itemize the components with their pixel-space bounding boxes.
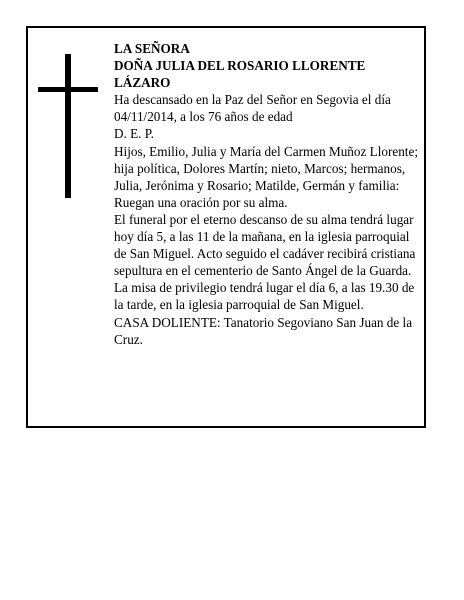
funeral-details: El funeral por el eterno descanso de su alma tendrá lugar hoy día 5, a las 11 de la mañana, en la iglesia parroquial de San Miguel. Acto seguido el cadáver recibirá cristiana sepultura en el cementerio de Santo Ángel de la Guarda. La misa de privilegio tendrá lugar el día 6, a las 19.30 de la tarde, en la iglesia parroquial de San Miguel. xyxy=(114,211,416,313)
rest-in-peace-abbreviation: D. E. P. xyxy=(114,126,154,142)
obituary-text xyxy=(114,40,418,348)
deceased-name: DOÑA JULIA DEL ROSARIO LLORENTE LÁZARO xyxy=(114,58,366,91)
notice-title: LA SEÑORA xyxy=(114,41,190,56)
mourning-house: CASA DOLIENTE: Tanatorio Segoviano San Juan de la Cruz. xyxy=(114,314,413,347)
cross-horizontal-bar xyxy=(38,87,98,92)
prayer-request: Ruegan una oración por su alma. xyxy=(114,194,288,210)
family-members: Hijos, Emilio, Julia y María del Carmen Muñoz Llorente; hija política, Dolores Martín; nieto, Marcos; hermanos, Julia, Jerónima y Rosario; Matilde, Germán y familia: xyxy=(114,143,418,193)
latin-cross-icon xyxy=(38,54,98,198)
cross-vertical-bar xyxy=(65,54,71,198)
passing-statement: Ha descansado en la Paz del Señor en Segovia el día 04/11/2014, a los 76 años de edad xyxy=(114,92,391,125)
